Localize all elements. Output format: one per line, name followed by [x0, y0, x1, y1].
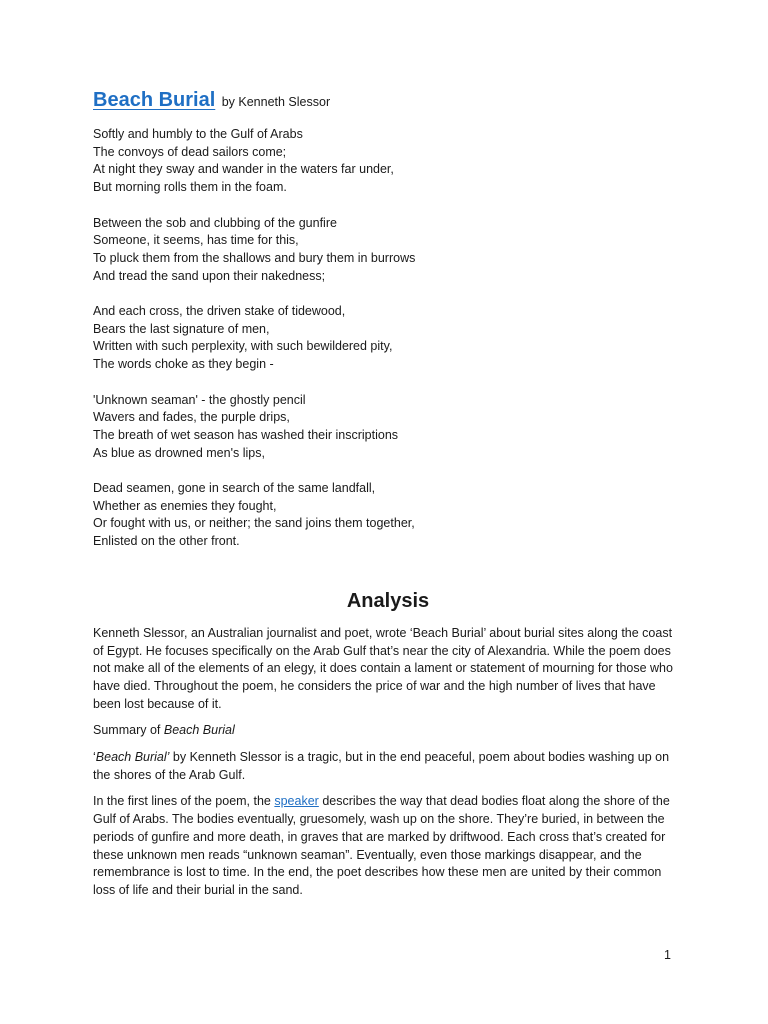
poem-line: Or fought with us, or neither; the sand joins them together, — [93, 516, 415, 531]
poem-line: To pluck them from the shallows and bury them in burrows — [93, 250, 416, 265]
page-number: 1 — [664, 948, 671, 962]
description-text-start: In the first lines of the poem, the — [93, 794, 275, 809]
poem-line: Dead seamen, gone in search of the same landfall, — [93, 481, 376, 495]
open-quote: ‘ — [93, 750, 96, 765]
title-line — [93, 86, 683, 116]
poem-line: Written with such perplexity, with such bewildered pity, — [93, 339, 393, 354]
analysis-heading: Analysis — [346, 589, 430, 612]
stanza-2 — [93, 215, 683, 286]
summary-text: by Kenneth Slessor is a tragic, but in the end peaceful, poem about bodies washing up on the shores of the Arab Gulf. — [93, 750, 670, 782]
poem-line: And each cross, the driven stake of tidewood, — [93, 304, 346, 318]
poem-line: The breath of wet season has washed their inscriptions — [93, 427, 399, 442]
poem-line: At night they sway and wander in the waters far under, — [93, 162, 394, 177]
stanza-5 — [93, 480, 683, 551]
poem-line: Between the sob and clubbing of the gunfire — [93, 215, 337, 230]
speaker-link[interactable]: speaker — [274, 794, 319, 809]
summary-poem-title: Beach Burial’ — [95, 750, 170, 765]
analysis-paragraph-1: Kenneth Slessor, an Australian journalist and poet, wrote ‘Beach Burial’ about burial sites along the coast of Egypt. He focuses specifically on the Arab Gulf that’s near the city of Alexandria. While the poem does not make all of the elements of an elegy, it does contain a lament or statement of mourning for those who have died. Throughout the poem, he considers the price of war and the high number of lives that have been lost because of it. — [93, 625, 673, 711]
document-page — [93, 86, 683, 909]
poem-line: But morning rolls them in the foam. — [93, 180, 287, 195]
byline: by Kenneth Slessor — [221, 95, 331, 109]
stanza-1 — [93, 126, 683, 197]
summary-label — [93, 722, 683, 740]
poem-line: Enlisted on the other front. — [93, 534, 240, 549]
poem-line: And tread the sand upon their nakedness; — [93, 268, 326, 283]
poem-line: The words choke as they begin - — [93, 357, 274, 372]
description-paragraph — [93, 793, 683, 899]
poem-line: Wavers and fades, the purple drips, — [93, 410, 290, 425]
summary-label-prefix: Summary of — [93, 723, 164, 738]
poem-line: Whether as enemies they fought, — [93, 498, 277, 513]
poem-line: Softly and humbly to the Gulf of Arabs — [93, 127, 303, 141]
stanza-4 — [93, 392, 683, 463]
description-text-rest: describes the way that dead bodies float along the shore of the Gulf of Arabs. The bodies eventually, gruesomely, wash up on the shore. They’re buried, in between the periods of gunfire and more death, in graves that are marked by driftwood. Each cross that’s created for these unknown men reads “unknown seaman”. Eventually, even those markings disappear, and the remembrance is lost to time. In the end, the poet describes how these men are united by their common loss of life and their burial in the sand. — [93, 794, 670, 897]
poem-line: Someone, it seems, has time for this, — [93, 233, 299, 248]
summary-label-title: Beach Burial — [163, 723, 235, 738]
poem-line: The convoys of dead sailors come; — [93, 144, 287, 159]
poem-line: As blue as drowned men's lips, — [93, 445, 265, 460]
stanza-3 — [93, 303, 683, 374]
poem-title-link[interactable]: Beach Burial — [93, 89, 216, 111]
poem-line: 'Unknown seaman' - the ghostly pencil — [93, 392, 306, 407]
poem-line: Bears the last signature of men, — [93, 321, 270, 336]
summary-paragraph — [93, 749, 683, 784]
